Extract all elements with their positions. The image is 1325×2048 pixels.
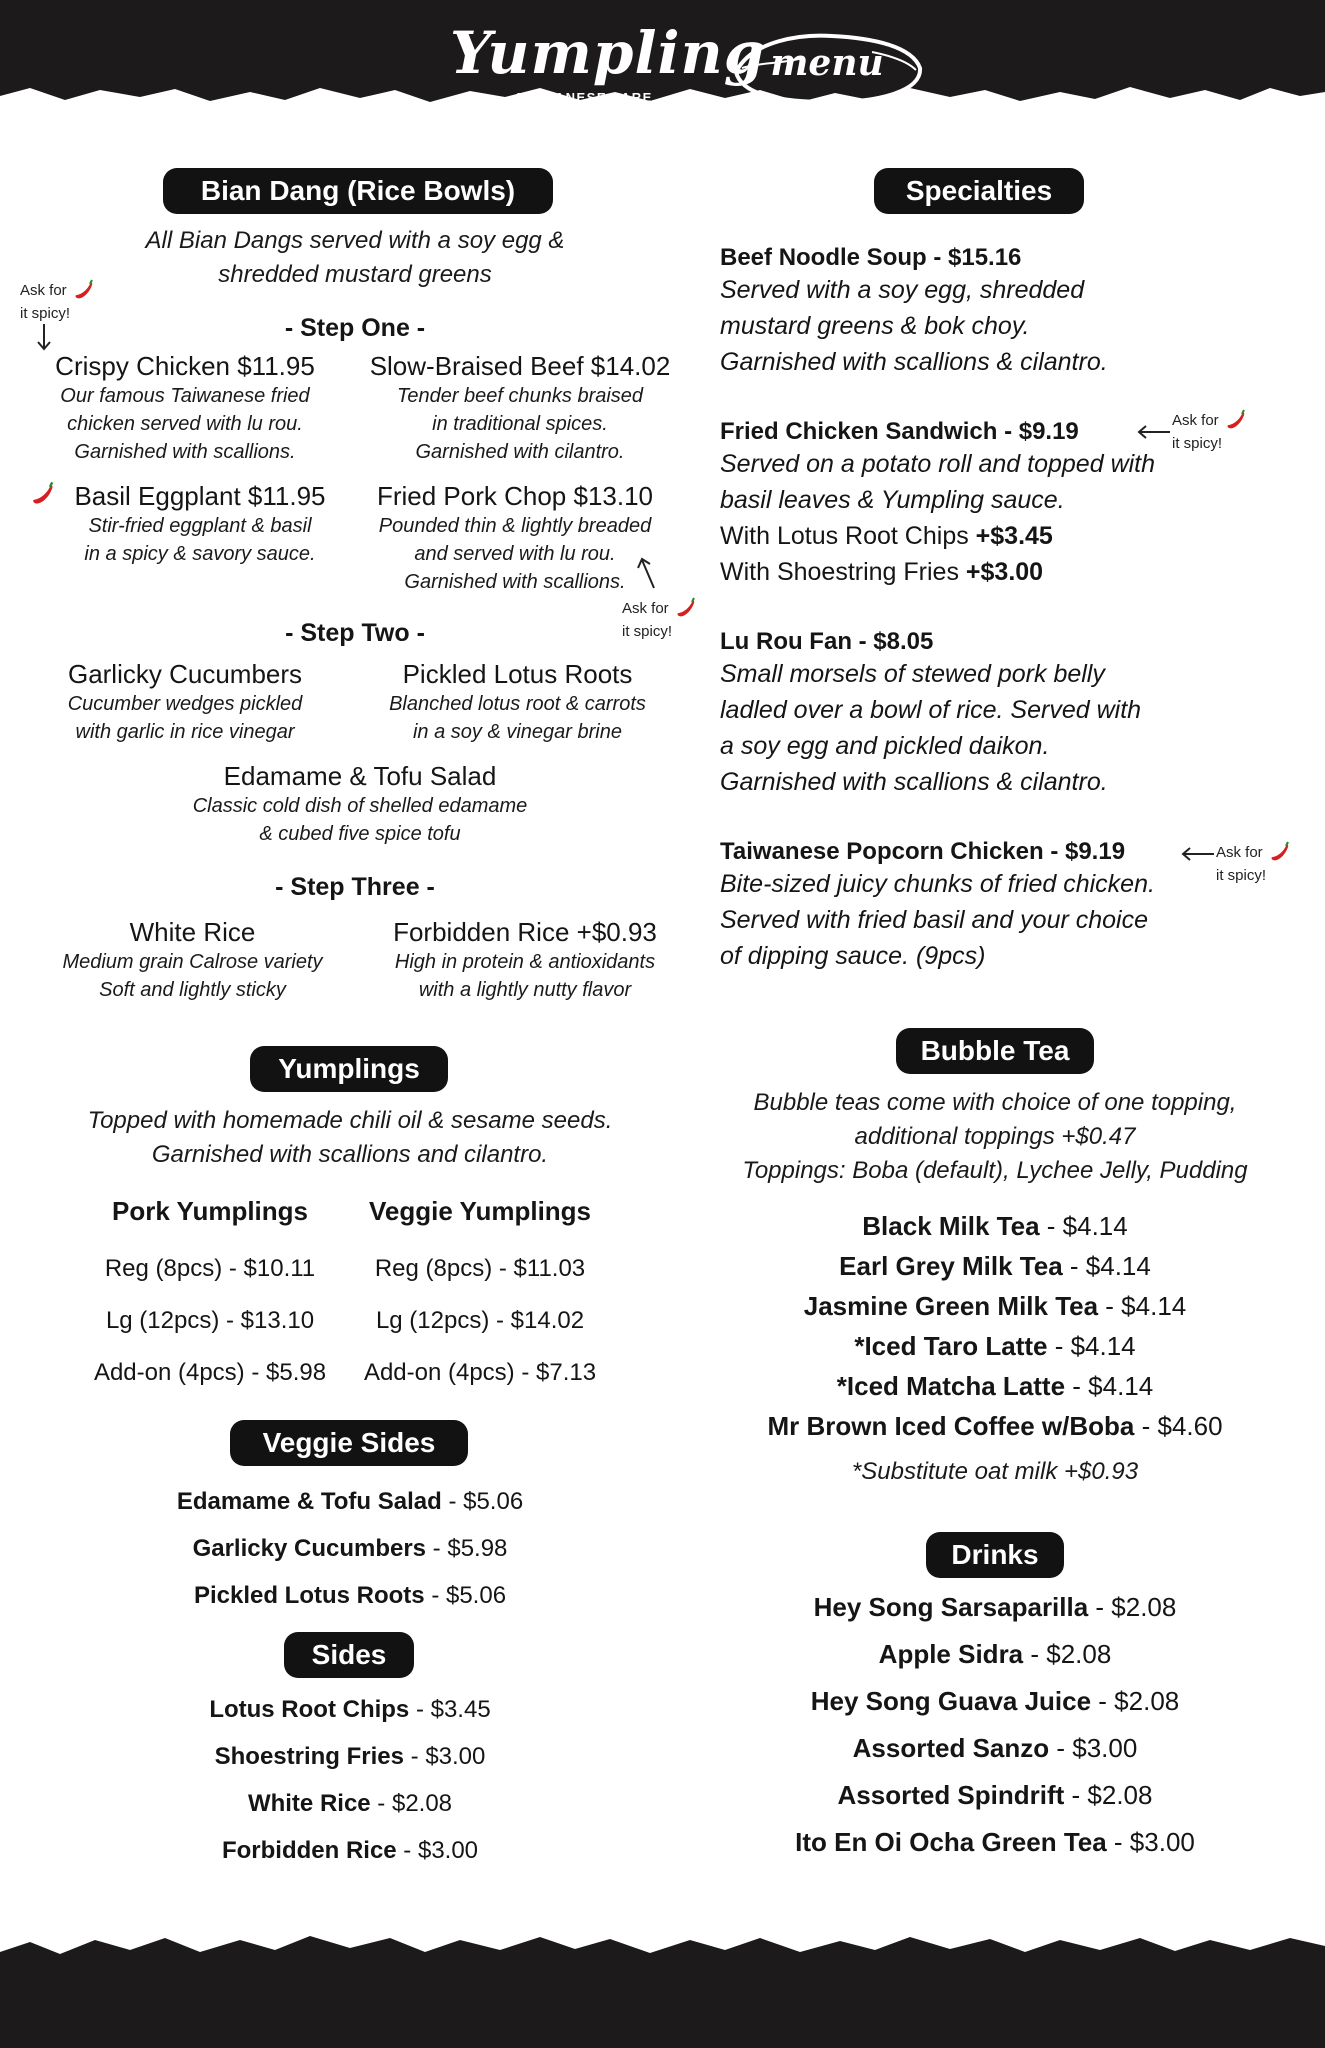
list-item	[60, 1686, 640, 1733]
item-desc-4: Garnished with scallions & cilantro.	[720, 768, 1108, 796]
item-desc-2: Soft and lightly sticky	[99, 979, 286, 1001]
chili-pepper-icon	[1267, 840, 1293, 866]
menu-badge-label: menu	[770, 42, 884, 84]
item-name: Lotus Root Chips	[209, 1696, 410, 1723]
yumplings-intro	[40, 1104, 660, 1172]
bubble-tea-note: *Substitute oat milk +$0.93	[851, 1458, 1139, 1485]
item-desc-1: Cucumber wedges pickled	[67, 693, 303, 715]
item-desc-1: Bite-sized juicy chunks of fried chicken.	[720, 870, 1155, 898]
veggie-yumplings	[350, 1196, 610, 1399]
item-price: - $4.14	[1047, 1331, 1136, 1361]
arrow-down-icon	[36, 324, 52, 352]
ask-spicy-note	[1172, 408, 1272, 454]
item-name: Hey Song Guava Juice	[810, 1686, 1092, 1716]
item-name: Beef Noodle Soup - $15.16	[720, 244, 1022, 271]
item-price: - $2.08	[370, 1790, 453, 1817]
section-title-bubble-tea: Bubble Tea	[896, 1028, 1094, 1074]
item-name: Hey Song Sarsaparilla	[813, 1592, 1089, 1622]
list-item	[700, 1366, 1290, 1406]
bubble-tea-intro-line-2: additional toppings +$0.47	[854, 1123, 1136, 1150]
addon-shoestring-fries	[720, 554, 1300, 590]
item-name: Forbidden Rice +$0.93	[393, 917, 657, 947]
item-desc-2: Served with fried basil and your choice	[720, 906, 1149, 934]
list-item	[700, 1631, 1290, 1678]
item-desc-2: with garlic in rice vinegar	[75, 721, 295, 743]
section-title-bian-dang: Bian Dang (Rice Bowls)	[163, 168, 553, 214]
item-desc-2: & cubed five spice tofu	[259, 823, 461, 845]
item-beef-noodle-soup	[720, 244, 1280, 380]
section-title-yumplings: Yumplings	[250, 1046, 448, 1092]
item-desc-1: Served with a soy egg, shredded	[720, 276, 1085, 304]
pork-row: Lg (12pcs) - $13.10	[105, 1307, 315, 1334]
ask-spicy-line-1: Ask for	[20, 281, 67, 299]
addon-label: With Lotus Root Chips	[720, 522, 976, 550]
item-name: Black Milk Tea	[862, 1211, 1040, 1241]
item-desc-2: ladled over a bowl of rice. Served with	[720, 696, 1142, 724]
item-basil-eggplant	[50, 480, 350, 568]
item-name: Earl Grey Milk Tea	[839, 1251, 1063, 1281]
section-title-drinks: Drinks	[926, 1532, 1064, 1578]
item-garlicky-cucumbers	[40, 658, 330, 746]
list-item	[60, 1827, 640, 1874]
item-name: Lu Rou Fan - $8.05	[720, 628, 934, 655]
section-title-specialties: Specialties	[874, 168, 1084, 214]
item-desc-3: Garnished with cilantro.	[415, 441, 625, 463]
item-fried-pork-chop	[350, 480, 680, 596]
item-forbidden-rice	[365, 916, 685, 1004]
item-price: - $3.45	[409, 1696, 491, 1723]
list-item	[700, 1584, 1290, 1631]
bian-dang-intro-line-2: shredded mustard greens	[218, 261, 492, 288]
pork-row: Reg (8pcs) - $10.11	[104, 1255, 316, 1282]
item-price: - $4.14	[1039, 1211, 1128, 1241]
item-desc-1: Medium grain Calrose variety	[62, 951, 323, 973]
brand-name: Yumpling	[450, 19, 766, 87]
item-name: Basil Eggplant $11.95	[74, 481, 326, 511]
item-name: Jasmine Green Milk Tea	[803, 1291, 1099, 1321]
sides-list	[60, 1686, 640, 1874]
section-title-veggie-sides: Veggie Sides	[230, 1420, 468, 1466]
item-desc-1: High in protein & antioxidants	[394, 951, 656, 973]
list-item	[700, 1406, 1290, 1446]
arrow-left-icon	[1180, 846, 1216, 862]
item-desc-2: mustard greens & bok choy.	[720, 312, 1030, 340]
list-item	[700, 1725, 1290, 1772]
menu-badge	[722, 28, 932, 110]
item-name: Fried Chicken Sandwich - $9.19	[720, 418, 1079, 445]
item-crispy-chicken	[40, 350, 330, 466]
item-price: - $4.14	[1098, 1291, 1187, 1321]
addon-price: +$3.00	[965, 558, 1044, 586]
drinks-list	[700, 1584, 1290, 1866]
ask-spicy-line-2: it spicy!	[1216, 867, 1267, 884]
item-desc-3: Garnished with scallions.	[74, 441, 296, 463]
item-desc-2: in a soy & vinegar brine	[412, 721, 622, 743]
item-desc-2: with a lightly nutty flavor	[418, 979, 632, 1001]
arrow-left-icon	[1136, 424, 1172, 440]
item-name: Garlicky Cucumbers	[67, 659, 303, 689]
item-desc-1: Blanched lotus root & carrots	[389, 693, 646, 715]
step-three-label: - Step Three -	[275, 873, 435, 901]
item-name: White Rice	[247, 1790, 371, 1817]
item-name: Forbidden Rice	[221, 1837, 397, 1864]
ask-spicy-line-2: it spicy!	[622, 623, 673, 640]
section-title-sides: Sides	[284, 1632, 414, 1678]
item-price: - $2.08	[1023, 1639, 1112, 1669]
bian-dang-intro-line-1: All Bian Dangs served with a soy egg &	[145, 227, 565, 254]
item-price: - $3.00	[1049, 1733, 1138, 1763]
list-item	[700, 1206, 1290, 1246]
item-price: - $3.00	[1106, 1827, 1195, 1857]
yumplings-intro-line-1: Topped with homemade chili oil & sesame seeds.	[87, 1107, 613, 1134]
item-name: *Iced Taro Latte	[854, 1331, 1048, 1361]
item-name: Slow-Braised Beef $14.02	[369, 351, 671, 381]
item-desc-1: Served on a potato roll and topped with	[720, 450, 1156, 478]
item-desc-2: basil leaves & Yumpling sauce.	[720, 486, 1065, 514]
item-name: Garlicky Cucumbers	[192, 1535, 427, 1562]
item-desc-2: and served with lu rou.	[414, 543, 616, 565]
item-name: Assorted Spindrift	[837, 1780, 1065, 1810]
ask-spicy-line-1: Ask for	[1216, 843, 1263, 861]
chili-pepper-icon	[71, 278, 97, 304]
arrow-up-icon	[636, 556, 660, 590]
pork-yumplings	[80, 1196, 340, 1399]
item-desc-3: a soy egg and pickled daikon.	[720, 732, 1050, 760]
item-desc-1: Small morsels of stewed pork belly	[720, 660, 1105, 688]
list-item	[60, 1478, 640, 1525]
item-name: Edamame & Tofu Salad	[176, 1488, 442, 1515]
item-edamame-tofu-salad	[120, 760, 600, 848]
item-desc-1: Pounded thin & lightly breaded	[378, 515, 652, 537]
item-price: - $4.14	[1065, 1371, 1154, 1401]
veggie-sides-list	[60, 1478, 640, 1619]
item-desc-1: Tender beef chunks braised	[396, 385, 644, 407]
yumplings-intro-line-2: Garnished with scallions and cilantro.	[151, 1141, 549, 1168]
item-price: - $3.00	[403, 1743, 486, 1770]
step-two-label: - Step Two -	[285, 619, 425, 647]
bubble-tea-intro-line-1: Bubble teas come with choice of one topping,	[753, 1089, 1237, 1116]
list-item	[700, 1772, 1290, 1819]
addon-price: +$3.45	[975, 522, 1053, 550]
item-price: - $2.08	[1088, 1592, 1177, 1622]
ask-spicy-line-1: Ask for	[622, 599, 669, 617]
veggie-row: Reg (8pcs) - $11.03	[374, 1255, 586, 1282]
chili-pepper-icon	[1223, 408, 1249, 434]
item-name: Crispy Chicken $11.95	[55, 351, 315, 381]
addon-label: With Shoestring Fries	[720, 558, 966, 586]
list-item	[60, 1780, 640, 1827]
list-item	[60, 1733, 640, 1780]
list-item	[700, 1246, 1290, 1286]
item-price: - $2.08	[1091, 1686, 1180, 1716]
bubble-tea-intro-line-3: Toppings: Boba (default), Lychee Jelly, Pudding	[742, 1157, 1248, 1184]
ask-spicy-line-2: it spicy!	[1172, 435, 1223, 452]
list-item	[700, 1326, 1290, 1366]
item-name: Taiwanese Popcorn Chicken - $9.19	[720, 838, 1126, 865]
item-name: White Rice	[129, 917, 256, 947]
list-item	[700, 1678, 1290, 1725]
brand-tagline: TAIWANESE FARE	[517, 90, 653, 105]
item-desc-2: in a spicy & savory sauce.	[84, 543, 316, 565]
item-name: Pickled Lotus Roots	[402, 659, 633, 689]
list-item	[60, 1525, 640, 1572]
item-desc-3: Garnished with scallions & cilantro.	[720, 348, 1108, 376]
bian-dang-intro	[60, 224, 650, 292]
item-name: Apple Sidra	[878, 1639, 1024, 1669]
item-price: - $5.98	[426, 1535, 508, 1562]
veggie-row: Lg (12pcs) - $14.02	[375, 1307, 585, 1334]
item-white-rice	[40, 916, 345, 1004]
item-name: Fried Pork Chop $13.10	[376, 481, 654, 511]
veggie-row: Add-on (4pcs) - $7.13	[363, 1359, 597, 1386]
item-price: - $5.06	[441, 1488, 524, 1515]
bubble-tea-intro	[700, 1086, 1290, 1188]
item-price: - $4.60	[1134, 1411, 1223, 1441]
item-price: - $4.14	[1062, 1251, 1151, 1281]
item-name: Shoestring Fries	[214, 1743, 404, 1770]
footer-band	[0, 1880, 1325, 2048]
addon-lotus-root-chips	[720, 518, 1300, 554]
item-name: *Iced Matcha Latte	[836, 1371, 1066, 1401]
ask-spicy-line-1: Ask for	[1172, 411, 1219, 429]
item-desc-1: Our famous Taiwanese fried	[60, 385, 310, 407]
chili-pepper-icon	[673, 596, 699, 622]
list-item	[60, 1572, 640, 1619]
veggie-yumplings-title: Veggie Yumplings	[368, 1196, 592, 1226]
item-price: - $2.08	[1064, 1780, 1153, 1810]
item-name: Pickled Lotus Roots	[193, 1582, 425, 1609]
pork-yumplings-title: Pork Yumplings	[111, 1196, 308, 1226]
item-name: Edamame & Tofu Salad	[223, 761, 497, 791]
item-name: Ito En Oi Ocha Green Tea	[795, 1827, 1107, 1857]
list-item	[700, 1286, 1290, 1326]
item-name: Assorted Sanzo	[852, 1733, 1050, 1763]
item-lu-rou-fan	[720, 628, 1280, 800]
item-desc-2: in traditional spices.	[432, 413, 608, 435]
ask-spicy-line-2: it spicy!	[20, 305, 71, 322]
item-pickled-lotus-roots	[355, 658, 680, 746]
item-price: - $3.00	[396, 1837, 479, 1864]
item-desc-1: Classic cold dish of shelled edamame	[192, 795, 528, 817]
pork-row: Add-on (4pcs) - $5.98	[93, 1359, 327, 1386]
list-item	[700, 1819, 1290, 1866]
step-one-label: - Step One -	[284, 314, 426, 342]
item-price: - $5.06	[424, 1582, 507, 1609]
item-desc-3: Garnished with scallions.	[404, 571, 626, 593]
item-name: Mr Brown Iced Coffee w/Boba	[767, 1411, 1135, 1441]
bubble-tea-list	[700, 1206, 1290, 1446]
item-slow-braised-beef	[350, 350, 690, 466]
brand-logo	[450, 18, 766, 118]
item-desc-3: of dipping sauce. (9pcs)	[720, 942, 986, 970]
ask-spicy-note	[1216, 840, 1316, 886]
item-desc-1: Stir-fried eggplant & basil	[88, 515, 312, 537]
item-desc-2: chicken served with lu rou.	[67, 413, 303, 435]
